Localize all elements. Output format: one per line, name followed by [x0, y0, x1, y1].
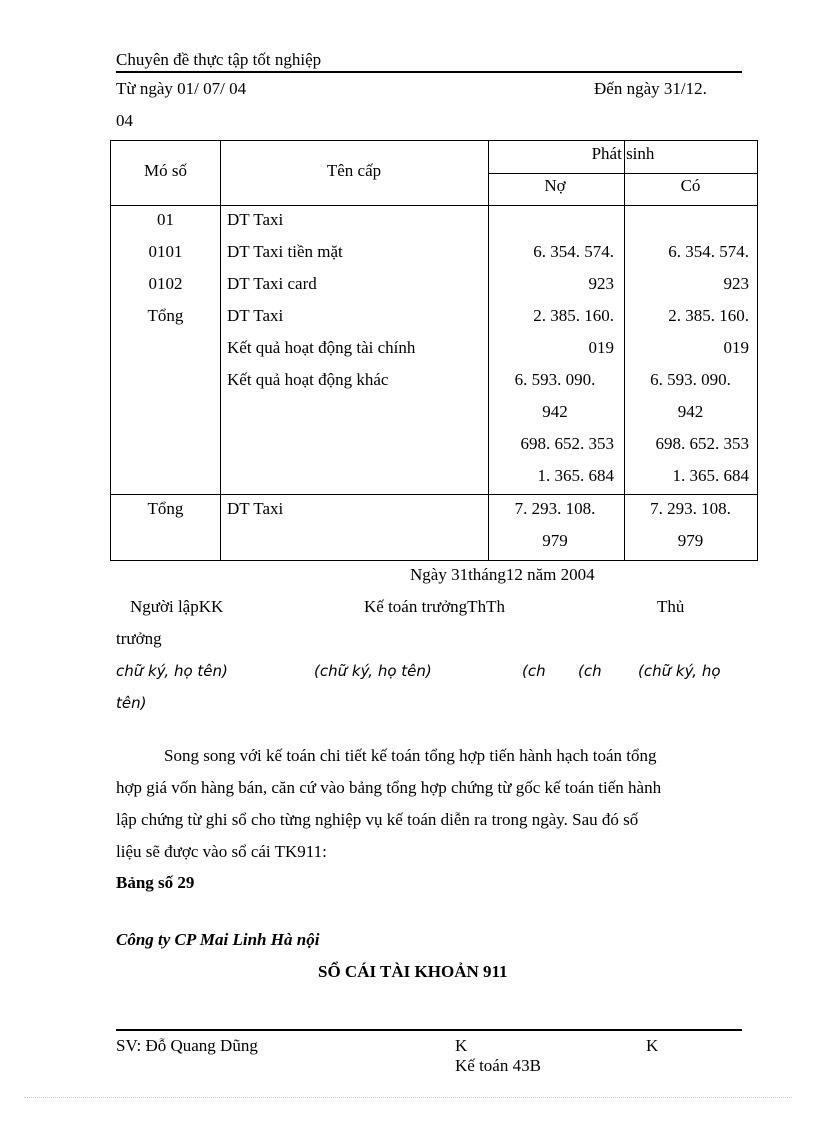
table-header-divider [111, 205, 757, 206]
credit-value: 019 [723, 338, 749, 357]
credit-value: 1. 365. 684 [672, 466, 749, 485]
date-to-continued: 04 [116, 111, 133, 130]
row-name: DT Taxi [227, 306, 284, 325]
revenue-table [110, 140, 758, 561]
row-name: Kết quả hoạt động khác [227, 370, 389, 389]
signature-hint: chữ ký, họ tên) [116, 662, 228, 680]
debit-value: 942 [542, 402, 568, 421]
row-code: 0101 [148, 242, 183, 261]
credit-value: 2. 385. 160. [668, 306, 749, 325]
footer-k: K [455, 1036, 468, 1055]
table-header-credit: Có [680, 176, 701, 195]
total-debit: 7. 293. 108. [514, 499, 596, 518]
document-header-title: Chuyên đề thực tập tốt nghiệp [116, 50, 322, 69]
ledger-title: SỔ CÁI TÀI KHOẢN 911 [318, 962, 508, 981]
row-code: 0102 [148, 274, 183, 293]
row-name: DT Taxi tiền mặt [227, 242, 343, 261]
debit-value: 6. 593. 090. [514, 370, 596, 389]
page-bottom-border [24, 1097, 792, 1098]
paragraph-line: liệu sẽ được vào sổ cái TK911: [116, 842, 327, 861]
debit-value: 2. 385. 160. [533, 306, 614, 325]
director-label-continued: trưởng [116, 629, 162, 648]
footer-rule [116, 1029, 742, 1031]
table-total-divider [111, 494, 757, 495]
footer-k: K [646, 1036, 659, 1055]
table-header-name: Tên cấp [326, 161, 382, 180]
row-code: Tổng [147, 306, 184, 325]
paragraph-line: hợp giá vốn hàng bán, căn cứ vào bảng tổng hợp chứng từ gốc kế toán tiến hành [116, 778, 662, 797]
total-credit: 7. 293. 108. [650, 499, 731, 518]
footer-student: SV: Đỗ Quang Dũng [116, 1036, 258, 1055]
signature-hint: (chữ ký, họ [638, 662, 721, 680]
debit-value: 923 [588, 274, 614, 293]
footer-class: Kế toán 43B [455, 1056, 541, 1075]
signature-date: Ngày 31tháng12 năm 2004 [410, 565, 595, 584]
director-label: Thủ [657, 597, 685, 616]
paragraph-line: lập chứng từ ghi sổ cho từng nghiệp vụ kế toán diễn ra trong ngày. Sau đó số [116, 810, 639, 829]
table-number-label: Bảng số 29 [116, 873, 195, 892]
credit-value: 942 [677, 402, 704, 421]
signature-hint: (ch [578, 662, 602, 680]
table-header-debit: Nợ [544, 176, 566, 195]
signature-hint-continued: tên) [116, 694, 147, 712]
credit-value: 6. 354. 574. [668, 242, 749, 261]
debit-value: 6. 354. 574. [533, 242, 614, 261]
total-debit: 979 [542, 531, 568, 550]
chief-accountant-label: Kế toán trưởngThTh [364, 597, 505, 616]
header-rule [116, 71, 742, 73]
credit-value: 923 [723, 274, 749, 293]
paragraph-line: Song song với kế toán chi tiết kế toán tổng hợp tiến hành hạch toán tổng [164, 746, 657, 765]
total-credit: 979 [677, 531, 704, 550]
company-name: Công ty CP Mai Linh Hà nội [116, 930, 320, 949]
date-to: Đến ngày 31/12. [594, 79, 707, 98]
debit-value: 1. 365. 684 [537, 466, 614, 485]
total-name: DT Taxi [227, 499, 284, 518]
body-paragraph [116, 740, 742, 868]
table-col-divider [220, 141, 221, 560]
signature-hint: (ch [522, 662, 546, 680]
credit-value: 698. 652. 353 [655, 434, 749, 453]
row-code: 01 [157, 210, 174, 229]
preparer-label: Người lậpKK [130, 597, 224, 616]
total-code: Tổng [147, 499, 184, 518]
signature-hint: (chữ ký, họ tên) [314, 662, 432, 680]
table-subheader-divider [488, 173, 757, 174]
row-name: Kết quả hoạt động tài chính [227, 338, 416, 357]
row-name: DT Taxi [227, 210, 284, 229]
debit-value: 019 [588, 338, 614, 357]
credit-value: 6. 593. 090. [650, 370, 731, 389]
debit-value: 698. 652. 353 [520, 434, 614, 453]
date-from: Từ ngày 01/ 07/ 04 [116, 79, 247, 98]
table-header-group: Phát sinh [591, 144, 655, 163]
table-header-code: Mó số [144, 161, 187, 180]
row-name: DT Taxi card [227, 274, 317, 293]
